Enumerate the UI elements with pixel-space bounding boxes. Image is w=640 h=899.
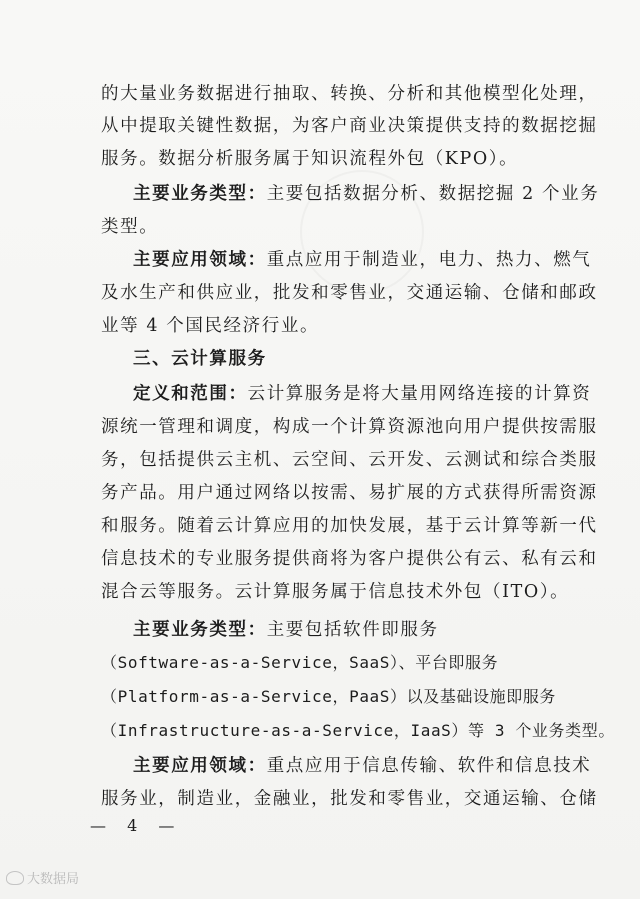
- body-line-11: 源统一管理和调度，构成一个计算资源池向用户提供按需服: [101, 417, 598, 437]
- body-line-3: 服务。数据分析服务属于知识流程外包（KPO）。: [101, 149, 519, 169]
- body-line-8: 业等 4 个国民经济行业。: [101, 316, 320, 336]
- watermark: [6, 868, 79, 887]
- weibo-logo-icon: [6, 871, 24, 885]
- label-business-types-2: 主要业务类型：: [133, 620, 267, 640]
- paragraph-application-fields-1: 主要应用领域：重点应用于制造业，电力、热力、燃气: [133, 250, 592, 270]
- label-application-fields-2: 主要应用领域：: [133, 756, 267, 776]
- body-line-15: 信息技术的专业服务提供商将为客户提供公有云、私有云和: [101, 549, 598, 569]
- body-line-iaas: （Infrastructure-as-a-Service，IaaS）等 3 个业务类型。: [101, 721, 615, 740]
- label-business-types: 主要业务类型：: [133, 184, 267, 204]
- label-definition-scope: 定义和范围：: [133, 384, 248, 404]
- body-line-16: 混合云等服务。云计算服务属于信息技术外包（ITO）。: [101, 582, 570, 602]
- body-line-12: 务，包括提供云主机、云空间、云开发、云测试和综合类服: [101, 450, 598, 470]
- body-line-saas: （Software-as-a-Service，SaaS）、平台即服务: [101, 653, 499, 672]
- watermark-text: 大数据局: [27, 872, 80, 887]
- body-line-2: 从中提取关键性数据，为客户商业决策提供支持的数据挖掘: [101, 116, 598, 136]
- body-line-5: 类型。: [101, 217, 159, 237]
- section-heading-cloud-computing: 三、云计算服务: [133, 349, 267, 369]
- paragraph-business-types-2: 主要业务类型：主要包括软件即服务: [133, 620, 439, 640]
- paragraph-application-fields-2: 主要应用领域：重点应用于信息传输、软件和信息技术: [133, 756, 592, 776]
- label-application-fields: 主要应用领域：: [133, 250, 267, 270]
- paragraph-business-types-1: 主要业务类型：主要包括数据分析、数据挖掘 2 个业务: [133, 184, 600, 204]
- body-line-13: 务产品。用户通过网络以按需、易扩展的方式获得所需资源: [101, 483, 598, 503]
- body-line-paas: （Platform-as-a-Service，PaaS）以及基础设施即服务: [101, 687, 557, 706]
- body-line-7: 及水生产和供应业，批发和零售业，交通运输、仓储和邮政: [101, 283, 598, 303]
- body-line-22: 服务业，制造业，金融业，批发和零售业，交通运输、仓储: [101, 789, 598, 809]
- body-line-14: 和服务。随着云计算应用的加快发展，基于云计算等新一代: [101, 516, 598, 536]
- body-line-1: 的大量业务数据进行抽取、转换、分析和其他模型化处理，: [101, 84, 598, 104]
- page-number: — 4 —: [90, 816, 183, 835]
- paragraph-definition-1: 定义和范围：云计算服务是将大量用网络连接的计算资: [133, 384, 592, 404]
